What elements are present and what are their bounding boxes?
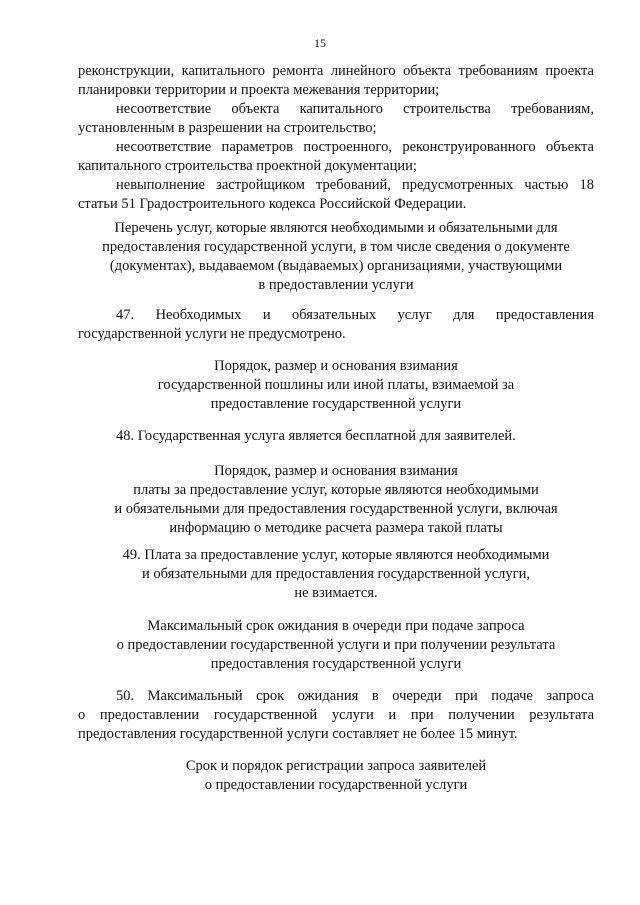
heading-line: о предоставлении государственной услуги (204, 777, 468, 793)
text-line: планировки территории и проекта межевания территории; (78, 82, 440, 98)
text-line: предоставления государственной услуги составляет не более 15 минут. (78, 726, 518, 742)
heading-line: платы за предоставление услуг, которые являются необходимыми (133, 482, 539, 498)
list-continuation (78, 62, 594, 214)
text-line: о предоставлении государственной услуги и при получении результата (78, 707, 594, 723)
text-line: не взимается. (294, 585, 378, 601)
paragraph-49 (78, 546, 594, 603)
text-line: 49. Плата за предоставление услуг, которые являются необходимыми (122, 547, 550, 563)
text-line: 47. Необходимых и обязательных услуг для предоставления (116, 307, 594, 323)
page-number: 15 (314, 36, 326, 50)
section-heading-fee (78, 462, 594, 538)
heading-line: предоставления государственной услуги, в том числе сведения о документе (102, 239, 570, 255)
paragraph-48 (78, 427, 594, 446)
heading-line: Максимальный срок ожидания в очереди при подаче запроса (147, 618, 525, 634)
heading-line: (документах), выдаваемом (выдаваемых) организациями, участвующими (109, 258, 563, 274)
heading-line: Перечень услуг, которые являются необходимыми и обязательными для (114, 220, 558, 236)
heading-line: Порядок, размер и основания взимания (214, 463, 458, 479)
heading-line: предоставление государственной услуги (210, 396, 462, 412)
text-line: и обязательными для предоставления государственной услуги, (142, 566, 530, 582)
section-heading-services (78, 219, 594, 295)
text-line: статьи 51 Градостроительного кодекса Российской Федерации. (78, 196, 467, 212)
heading-line: в предоставлении услуги (258, 277, 414, 293)
heading-line: предоставления государственной услуги (210, 656, 462, 672)
text-line: 50. Максимальный срок ожидания в очереди при подаче запроса (116, 688, 594, 704)
text-line: невыполнение застройщиком требований, предусмотренных частью 18 (116, 177, 594, 193)
heading-line: о предоставлении государственной услуги и при получении результата (116, 637, 556, 653)
text-line: государственной услуги не предусмотрено. (78, 326, 346, 342)
text-line: несоответствие объекта капитального строительства требованиям, (116, 101, 594, 117)
heading-line: информацию о методике расчета размера такой платы (169, 520, 503, 536)
section-heading-registration (78, 757, 594, 795)
text-line: 48. Государственная услуга является бесплатной для заявителей. (116, 428, 516, 444)
paragraph-47 (78, 306, 594, 344)
heading-line: государственной пошлины или иной платы, взимаемой за (157, 377, 515, 393)
section-heading-queue (78, 617, 594, 674)
heading-line: и обязательными для предоставления государственной услуги, включая (114, 501, 558, 517)
paragraph-50 (78, 687, 594, 744)
heading-line: Срок и порядок регистрации запроса заявителей (185, 758, 487, 774)
heading-line: Порядок, размер и основания взимания (214, 358, 458, 374)
text-line: реконструкции, капитального ремонта линейного объекта требованиям проекта (78, 63, 594, 79)
text-line: несоответствие параметров построенного, реконструированного объекта (116, 139, 594, 155)
section-heading-duty (78, 357, 594, 414)
text-line: капитального строительства проектной документации; (78, 158, 417, 174)
text-line: установленным в разрешении на строительство; (78, 120, 377, 136)
